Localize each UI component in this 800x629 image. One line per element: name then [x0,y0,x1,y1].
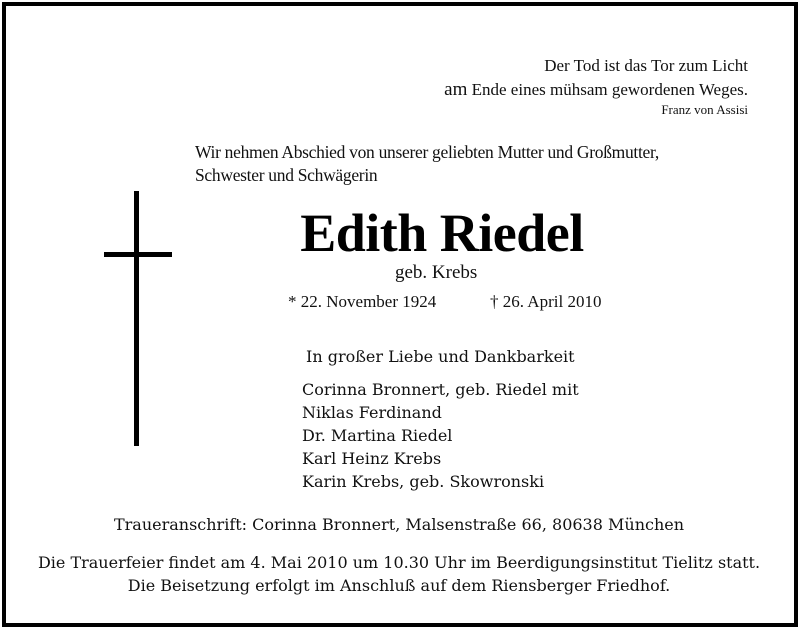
mourner-name: Niklas Ferdinand [302,403,442,422]
deceased-name-row [6,202,792,264]
mourners-list [302,378,579,493]
birth-date: * 22. November 1924 [288,292,437,311]
intro-line-1: Wir nehmen Abschied von unserer geliebten Mutter und Großmutter, [195,142,659,162]
burial-info: Die Beisetzung erfolgt im Anschluß auf dem Riensberger Friedhof. [127,576,671,595]
mourners-heading: In großer Liebe und Dankbarkeit [306,347,575,366]
death-date: † 26. April 2010 [490,292,602,311]
funeral-ceremony-info: Die Trauerfeier findet am 4. Mai 2010 um 10.30 Uhr im Beerdigungsinstitut Tielitz statt. [37,553,761,572]
mourner-name: Corinna Bronnert, geb. Riedel mit [302,380,579,399]
mourner-name: Karin Krebs, geb. Skowronski [302,472,545,491]
quote-line-2-am: am [444,79,468,100]
intro-line-2: Schwester und Schwägerin [195,165,378,185]
obituary-notice [2,2,798,627]
mourner-name: Dr. Martina Riedel [302,426,453,445]
deceased-name: Edith Riedel [300,203,584,263]
maiden-name: geb. Krebs [395,262,478,283]
mourning-address: Traueranschrift: Corinna Bronnert, Malsenstraße 66, 80638 München [113,515,685,534]
mourner-name: Karl Heinz Krebs [302,449,442,468]
quote-line-1: Der Tod ist das Tor zum Licht [544,56,748,75]
quote-line-2 [444,79,748,101]
quote-line-2-rest: Ende eines mühsam gewordenen Weges. [467,80,748,99]
quote-author: Franz von Assisi [661,102,748,117]
